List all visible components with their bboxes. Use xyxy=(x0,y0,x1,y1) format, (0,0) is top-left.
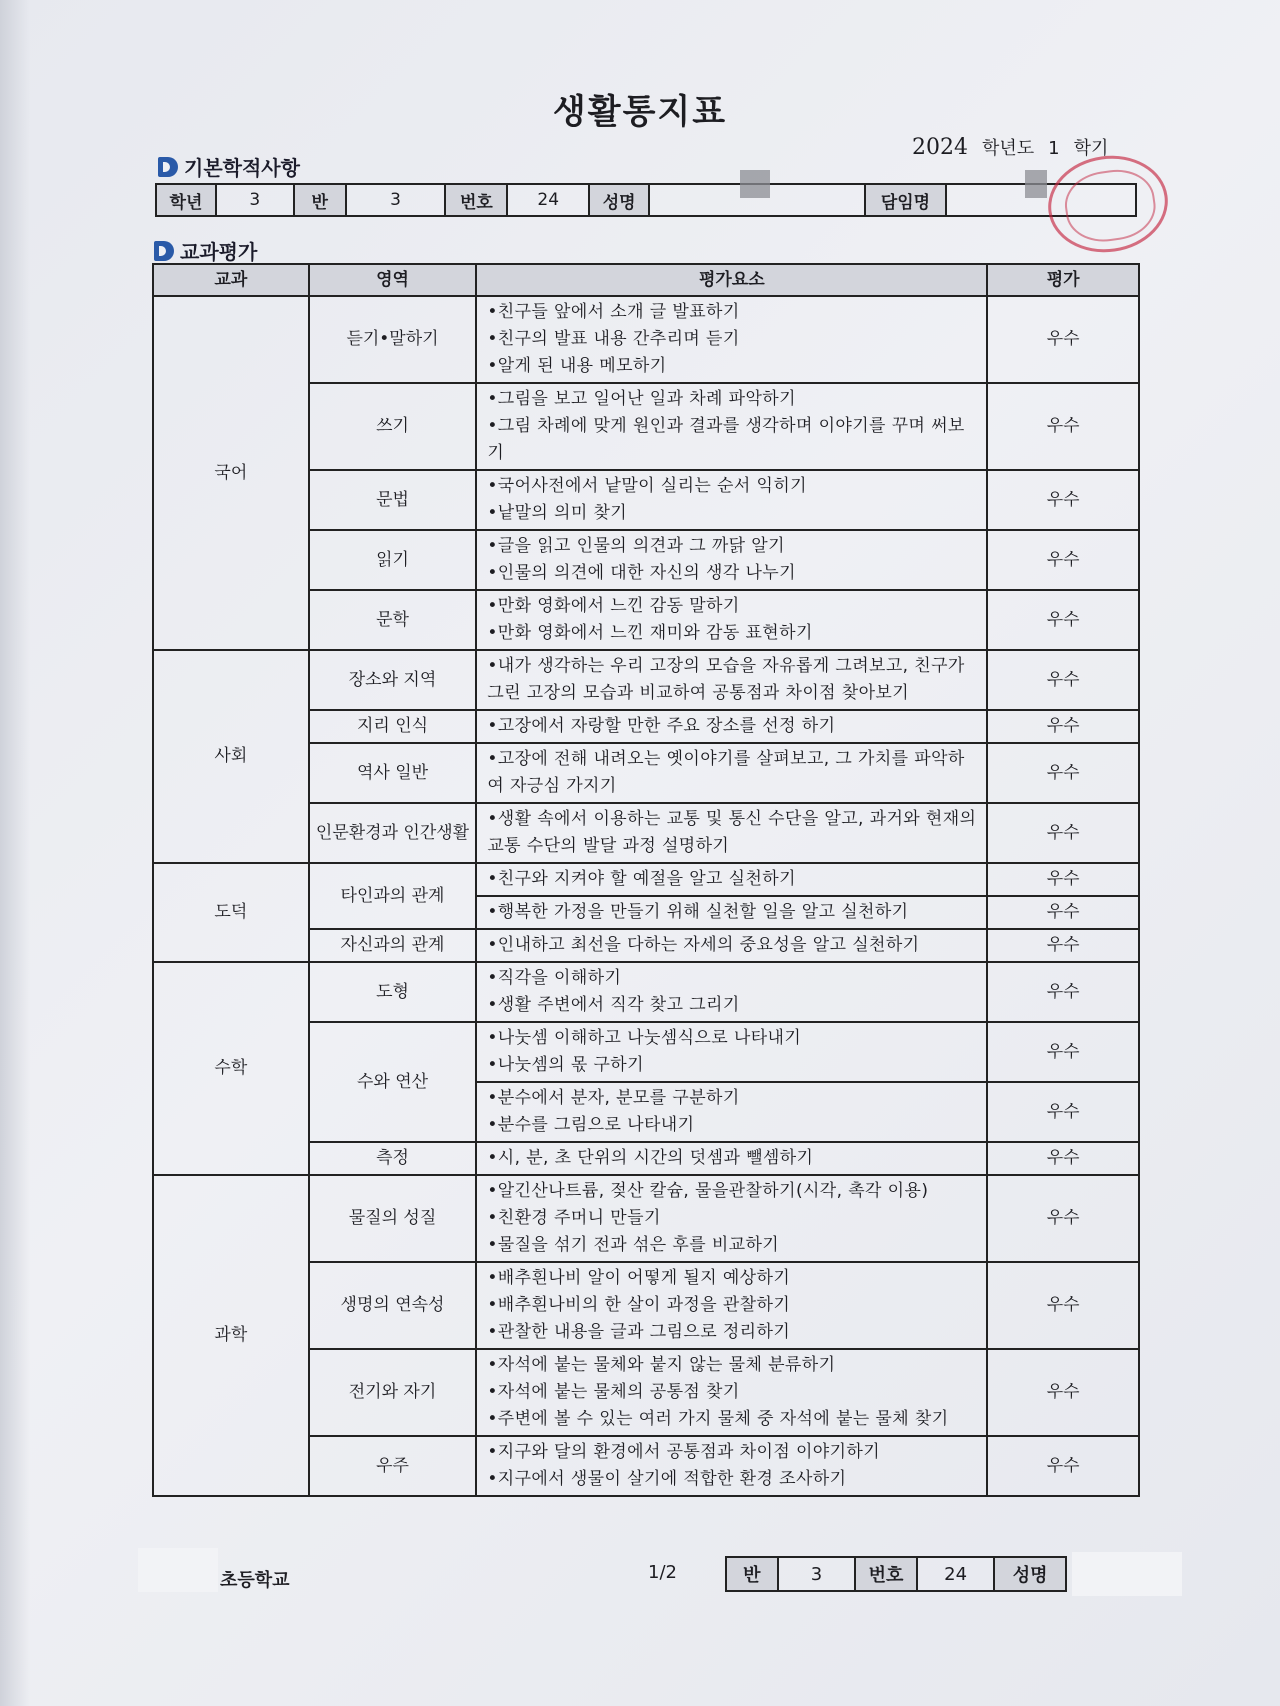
evaluation-element: •지구와 달의 환경에서 공통점과 차이점 이야기하기 xyxy=(487,1442,881,1462)
area-cell: 측정 xyxy=(309,1142,477,1175)
evaluation-elements xyxy=(476,650,987,710)
subject-cell: 도덕 xyxy=(153,863,309,962)
evaluation-element: •만화 영화에서 느낀 재미와 감동 표현하기 xyxy=(487,623,813,643)
grade-value: 우수 xyxy=(987,470,1139,530)
term-year: 2024 xyxy=(912,135,968,160)
evaluation-element: •자석에 붙는 물체와 붙지 않는 물체 분류하기 xyxy=(487,1355,836,1375)
area-cell: 수와 연산 xyxy=(309,1022,477,1142)
table-row xyxy=(153,962,1139,1022)
redacted-name xyxy=(740,170,770,198)
evaluation-element: •내가 생각하는 우리 고장의 모습을 자유롭게 그려보고, 친구가 그린 고장의 모습과 비교하여 공통점과 차이점 찾아보기 xyxy=(487,656,965,703)
grade-value: 우수 xyxy=(987,1436,1139,1496)
area-cell: 문학 xyxy=(309,590,477,650)
evaluation-elements xyxy=(476,962,987,1022)
subject-cell: 사회 xyxy=(153,650,309,863)
evaluation-element: •고장에서 자랑할 만한 주요 장소를 선정 하기 xyxy=(487,716,836,736)
evaluation-elements xyxy=(476,743,987,803)
evaluation-element: •나눗셈 이해하고 나눗셈식으로 나타내기 xyxy=(487,1028,802,1048)
evaluation-element: •배추흰나비 알이 어떻게 될지 예상하기 xyxy=(487,1268,791,1288)
name-label: 성명 xyxy=(589,184,649,216)
area-cell: 전기와 자기 xyxy=(309,1349,477,1436)
grade-value: 우수 xyxy=(987,296,1139,383)
table-row xyxy=(153,1175,1139,1262)
area-cell: 역사 일반 xyxy=(309,743,477,803)
evaluation-elements xyxy=(476,1022,987,1082)
evaluation-element: •주변에 볼 수 있는 여러 가지 물체 중 자석에 붙는 물체 찾기 xyxy=(487,1409,949,1429)
grade-label: 학년 xyxy=(156,184,216,216)
evaluation-element: •생활 주변에서 직각 찾고 그리기 xyxy=(487,995,740,1015)
number-value: 24 xyxy=(507,184,589,216)
evaluation-element: •낱말의 의미 찾기 xyxy=(487,503,628,523)
table-row xyxy=(153,296,1139,383)
evaluation-elements xyxy=(476,803,987,863)
evaluation-element: •배추흰나비의 한 살이 과정을 관찰하기 xyxy=(487,1295,791,1315)
basic-section-heading xyxy=(158,152,300,181)
evaluation-elements xyxy=(476,590,987,650)
evaluation-element: •알긴산나트륨, 젖산 칼슘, 물을관찰하기(시각, 촉각 이용) xyxy=(487,1181,929,1201)
area-cell: 인문환경과 인간생활 xyxy=(309,803,477,863)
footer-info-table xyxy=(725,1556,1067,1592)
evaluation-element: •생활 속에서 이용하는 교통 및 통신 수단을 알고, 과거와 현재의 교통 수단의 발달 과정 설명하기 xyxy=(487,809,977,856)
evaluation-elements xyxy=(476,1349,987,1436)
area-cell: 쓰기 xyxy=(309,383,477,470)
evaluation-elements xyxy=(476,710,987,743)
grade-value: 우수 xyxy=(987,1082,1139,1142)
grade-value: 우수 xyxy=(987,383,1139,470)
area-cell: 우주 xyxy=(309,1436,477,1496)
page-title: 생활통지표 xyxy=(552,92,728,132)
footer-number-label: 번호 xyxy=(855,1557,917,1591)
number-label: 번호 xyxy=(445,184,507,216)
evaluation-element: •국어사전에서 낱말이 실리는 순서 익히기 xyxy=(487,476,807,496)
eval-section-heading xyxy=(154,236,257,265)
evaluation-elements xyxy=(476,530,987,590)
evaluation-elements xyxy=(476,1262,987,1349)
evaluation-elements xyxy=(476,1082,987,1142)
evaluation-element: •고장에 전해 내려오는 옛이야기를 살펴보고, 그 가치를 파악하여 자긍심 가지기 xyxy=(487,749,965,796)
evaluation-elements xyxy=(476,470,987,530)
evaluation-element: •자석에 붙는 물체의 공통점 찾기 xyxy=(487,1382,740,1402)
header-subject: 교과 xyxy=(153,264,309,296)
grade-value: 우수 xyxy=(987,896,1139,929)
area-cell: 자신과의 관계 xyxy=(309,929,477,962)
term-year-label: 학년도 xyxy=(982,138,1035,159)
grade-value: 우수 xyxy=(987,1022,1139,1082)
term-semester: 1 xyxy=(1048,138,1060,159)
grade-value: 우수 xyxy=(987,1142,1139,1175)
table-header-row xyxy=(153,264,1139,296)
area-cell: 도형 xyxy=(309,962,477,1022)
evaluation-element: •직각을 이해하기 xyxy=(487,968,622,988)
section-bullet-icon xyxy=(158,157,178,177)
footer-class-value: 3 xyxy=(778,1557,855,1591)
redacted-footer-name xyxy=(1072,1552,1182,1596)
area-cell: 생명의 연속성 xyxy=(309,1262,477,1349)
footer-class-label: 반 xyxy=(726,1557,778,1591)
grade-value: 우수 xyxy=(987,530,1139,590)
teacher-label: 담임명 xyxy=(865,184,947,216)
footer-school-name: 초등학교 xyxy=(220,1570,290,1591)
grade-value: 우수 xyxy=(987,743,1139,803)
grade-value: 우수 xyxy=(987,1262,1139,1349)
grade-value: 우수 xyxy=(987,962,1139,1022)
evaluation-elements xyxy=(476,296,987,383)
grade-value: 우수 xyxy=(987,929,1139,962)
evaluation-elements xyxy=(476,929,987,962)
evaluation-element: •글을 읽고 인물의 의견과 그 까닭 알기 xyxy=(487,536,785,556)
basic-section-title: 기본학적사항 xyxy=(184,156,300,180)
grade-value: 우수 xyxy=(987,710,1139,743)
grade-value: 우수 xyxy=(987,1349,1139,1436)
evaluation-element: •시, 분, 초 단위의 시간의 덧셈과 뺄셈하기 xyxy=(487,1148,814,1168)
area-cell: 타인과의 관계 xyxy=(309,863,477,929)
evaluation-element: •행복한 가정을 만들기 위해 실천할 일을 알고 실천하기 xyxy=(487,902,909,922)
evaluation-element: •그림 차례에 맞게 원인과 결과를 생각하며 이야기를 꾸며 써보기 xyxy=(487,416,965,463)
class-value: 3 xyxy=(346,184,446,216)
evaluation-elements xyxy=(476,1142,987,1175)
grade-value: 우수 xyxy=(987,650,1139,710)
subject-cell: 과학 xyxy=(153,1175,309,1496)
term-semester-label: 학기 xyxy=(1073,138,1109,159)
subject-cell: 국어 xyxy=(153,296,309,650)
evaluation-element: •만화 영화에서 느낀 감동 말하기 xyxy=(487,596,740,616)
table-row xyxy=(153,650,1139,710)
area-cell: 읽기 xyxy=(309,530,477,590)
evaluation-element: •인내하고 최선을 다하는 자세의 중요성을 알고 실천하기 xyxy=(487,935,920,955)
evaluation-elements xyxy=(476,896,987,929)
basic-info-table xyxy=(155,183,1137,217)
header-grade: 평가 xyxy=(987,264,1139,296)
term-indicator xyxy=(912,134,1108,160)
eval-section-title: 교과평가 xyxy=(180,240,258,264)
grade-table-body xyxy=(153,296,1139,1496)
evaluation-element: •친구들 앞에서 소개 글 발표하기 xyxy=(487,302,740,322)
redacted-school xyxy=(138,1548,218,1592)
evaluation-element: •친구와 지켜야 할 예절을 알고 실천하기 xyxy=(487,869,796,889)
evaluation-element: •친구의 발표 내용 간추리며 듣기 xyxy=(487,329,740,349)
area-cell: 문법 xyxy=(309,470,477,530)
class-label: 반 xyxy=(294,184,346,216)
grade-value: 우수 xyxy=(987,803,1139,863)
redacted-teacher xyxy=(1025,170,1047,198)
footer-number-value: 24 xyxy=(917,1557,995,1591)
page-edge-shadow xyxy=(0,0,30,1706)
grade-value: 우수 xyxy=(987,863,1139,896)
evaluation-element: •분수를 그림으로 나타내기 xyxy=(487,1115,695,1135)
evaluation-element: •분수에서 분자, 분모를 구분하기 xyxy=(487,1088,740,1108)
evaluation-elements xyxy=(476,863,987,896)
evaluation-element: •나눗셈의 몫 구하기 xyxy=(487,1055,644,1075)
evaluation-element: •관찰한 내용을 글과 그림으로 정리하기 xyxy=(487,1322,791,1342)
subject-cell: 수학 xyxy=(153,962,309,1175)
footer-page-number: 1/2 xyxy=(648,1562,677,1583)
evaluation-element: •친환경 주머니 만들기 xyxy=(487,1208,661,1228)
section-bullet-icon xyxy=(154,241,174,261)
area-cell: 장소와 지역 xyxy=(309,650,477,710)
header-elements: 평가요소 xyxy=(476,264,987,296)
grade-value: 우수 xyxy=(987,1175,1139,1262)
grade-value: 우수 xyxy=(987,590,1139,650)
evaluation-elements xyxy=(476,1436,987,1496)
table-row xyxy=(153,863,1139,896)
header-area: 영역 xyxy=(309,264,477,296)
area-cell: 듣기•말하기 xyxy=(309,296,477,383)
evaluation-element: •물질을 섞기 전과 섞은 후를 비교하기 xyxy=(487,1235,780,1255)
area-cell: 물질의 성질 xyxy=(309,1175,477,1262)
area-cell: 지리 인식 xyxy=(309,710,477,743)
evaluation-element: •그림을 보고 일어난 일과 차례 파악하기 xyxy=(487,389,796,409)
evaluation-elements xyxy=(476,1175,987,1262)
grade-value: 3 xyxy=(216,184,294,216)
evaluation-element: •지구에서 생물이 살기에 적합한 환경 조사하기 xyxy=(487,1469,847,1489)
school-seal-stamp xyxy=(1042,148,1174,260)
grade-table xyxy=(152,263,1140,1497)
evaluation-elements xyxy=(476,383,987,470)
footer-name-label: 성명 xyxy=(994,1557,1066,1591)
evaluation-element: •알게 된 내용 메모하기 xyxy=(487,356,667,376)
evaluation-element: •인물의 의견에 대한 자신의 생각 나누기 xyxy=(487,563,796,583)
